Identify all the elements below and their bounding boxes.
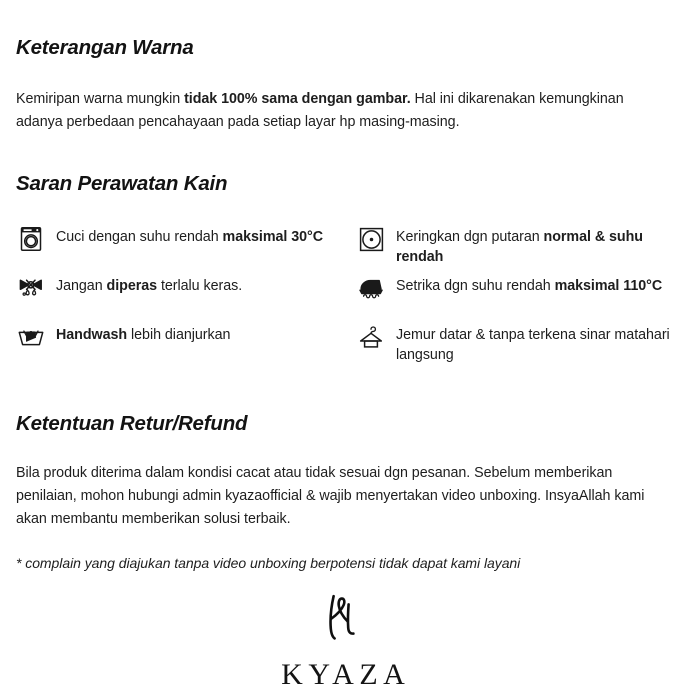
- fabric-care-section: [16, 172, 670, 371]
- care-wring-post: terlalu keras.: [157, 278, 243, 294]
- care-dry-pre: Keringkan dgn putaran: [396, 229, 544, 245]
- care-wring-bold: diperas: [106, 278, 158, 294]
- care-item-tumble-dry-label: [396, 224, 670, 268]
- color-note-text-emphasis: tidak 100% sama dengan gambar.: [184, 91, 411, 107]
- care-dryflat-pre: Jemur datar & tanpa terkena sinar matahari langsung: [396, 327, 670, 364]
- fabric-care-title: Saran Perawatan Kain: [16, 172, 228, 195]
- care-dry-bold: normal & suhu rendah: [396, 229, 643, 266]
- care-handwash-bold: Handwash: [56, 327, 128, 343]
- fabric-care-column-left: [16, 224, 356, 371]
- care-item-wash-label: [56, 224, 323, 247]
- color-note-title: Keterangan Warna: [16, 36, 194, 59]
- brand-wordmark: KYAZA: [281, 658, 411, 691]
- color-note-text-post: Hal ini dikarenakan kemungkinan adanya perbedaan pencahayaan pada setiap layar hp masing-masing.: [16, 91, 624, 131]
- do-not-wring-icon: [16, 273, 46, 303]
- color-note-text-pre: Kemiripan warna mungkin: [16, 91, 185, 107]
- care-item-dry-flat-label: [396, 322, 670, 366]
- care-item-tumble-dry: [356, 224, 670, 271]
- care-item-wash: [16, 224, 356, 271]
- fabric-care-grid: [16, 224, 670, 371]
- return-refund-paragraph: Bila produk diterima dalam kondisi cacat atau tidak sesuai dgn pesanan. Sebelum memberikan penilaian, mohon hubungi admin kyazaofficial & wajib menyertakan video unboxing. InsyaAllah kami akan membantu memberikan solusi terbaik.: [16, 465, 645, 528]
- care-item-do-not-wring-label: [56, 273, 242, 296]
- care-wash-bold: maksimal 30°C: [222, 229, 323, 245]
- care-item-dry-flat: [356, 322, 670, 369]
- care-wash-pre: Cuci dengan suhu rendah: [56, 229, 223, 245]
- care-handwash-post: lebih dianjurkan: [127, 327, 231, 343]
- kl-monogram-icon: [315, 592, 371, 649]
- care-iron-pre: Setrika dgn suhu rendah: [396, 278, 555, 294]
- washing-machine-icon: [16, 224, 46, 254]
- tumble-dry-low-icon: [356, 224, 386, 254]
- care-item-handwash-label: [56, 322, 230, 345]
- fabric-care-column-right: [356, 224, 670, 371]
- color-note-paragraph: [16, 88, 668, 134]
- iron-icon: [356, 273, 386, 303]
- care-iron-bold: maksimal 110°C: [554, 278, 663, 294]
- brand-block: [0, 592, 686, 692]
- return-refund-title: Ketentuan Retur/Refund: [16, 412, 248, 435]
- return-refund-section: [16, 412, 670, 574]
- care-item-do-not-wring: [16, 273, 356, 320]
- care-item-iron: [356, 273, 670, 320]
- care-item-iron-label: [396, 273, 662, 296]
- color-note-section: [16, 36, 670, 134]
- return-refund-footnote: * complain yang diajukan tanpa video unboxing berpotensi tidak dapat kami layani: [16, 555, 521, 572]
- hanger-icon: [356, 322, 386, 352]
- care-wring-pre: Jangan: [56, 278, 107, 294]
- care-item-handwash: [16, 322, 356, 369]
- handwash-icon: [16, 322, 46, 352]
